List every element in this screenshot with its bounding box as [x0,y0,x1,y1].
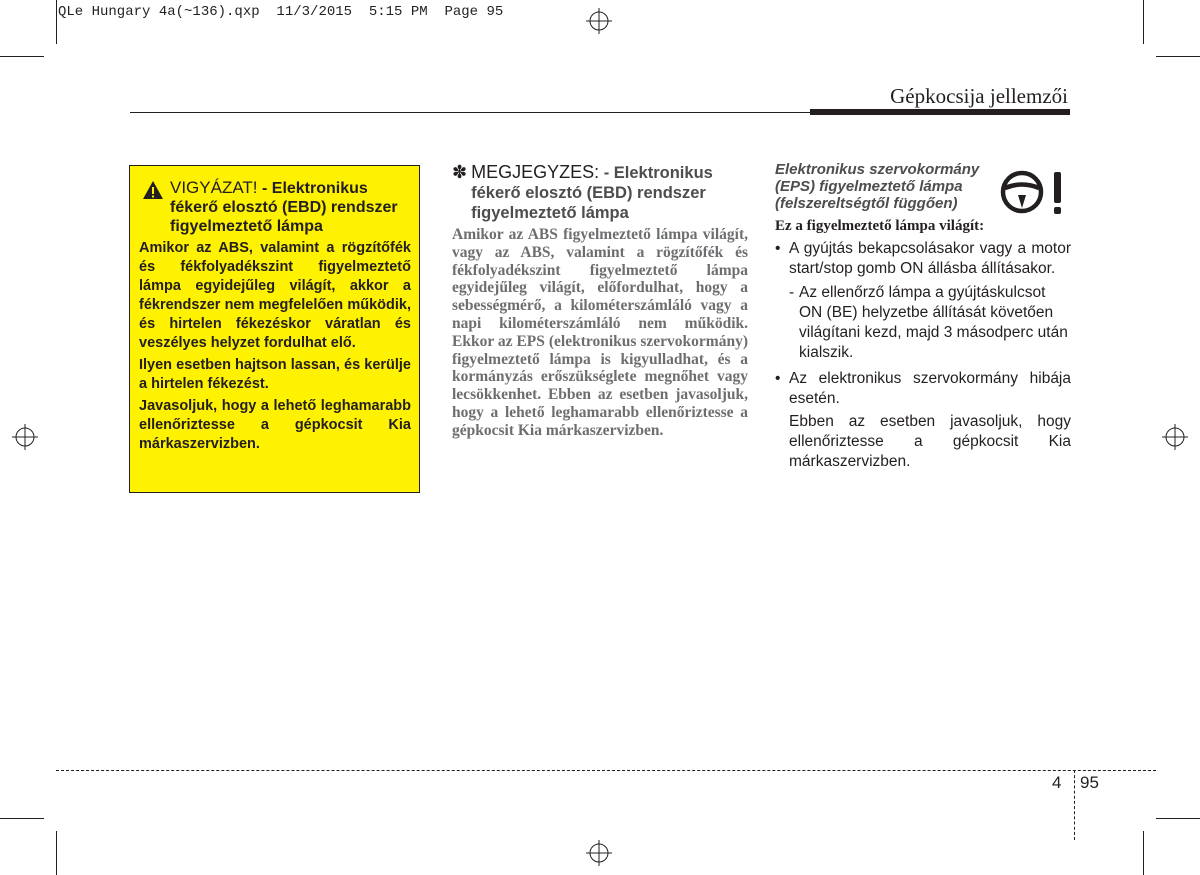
warning-triangle-icon [142,180,164,200]
crop-mark [56,831,57,875]
bullet-icon: • [775,370,781,387]
registration-mark-icon [586,8,612,34]
crop-mark [1156,56,1200,57]
dash-icon: - [789,284,795,301]
note-block [452,162,748,440]
eps-title: Elektronikus szervokormány (EPS) figyelmeztető lámpa (felszereltségtől függően) [775,161,980,212]
eps-section [775,161,1071,472]
list-item-followup: Ebben az esetben javasoljuk, hogy ellenőriztesse a gépkocsit Kia márkaszervizben. [789,413,1071,470]
list-item-text: A gyújtás bekapcsolásakor vagy a motor start/stop gomb ON állásba állításakor. [789,240,1071,277]
crop-mark [1156,818,1200,819]
crop-mark [1143,831,1144,875]
sub-list-item-text: Az ellenőrző lámpa a gyújtáskulcsot ON (BE) helyzetbe állítását követően világítani kezd, majd 3 másodperc után kialszik. [799,284,1068,361]
sub-list-item [775,283,1071,363]
crop-mark [0,818,44,819]
warning-paragraph: Ilyen esetben hajtson lassan, és kerülje a hirtelen fékezést. [139,357,411,392]
note-heading [452,162,748,223]
list-item [775,369,1071,409]
print-slug: QLe Hungary 4a(~136).qxp 11/3/2015 5:15 PM Page 95 [58,4,504,20]
crop-mark [0,56,44,57]
list-item-text: Az elektronikus szervokormány hibája esetén. [789,370,1071,407]
crop-mark [56,0,57,44]
crop-mark [1143,0,1144,44]
warning-box [129,165,420,493]
lamp-caption: Ez a figyelmeztető lámpa világít: [775,218,985,234]
warning-paragraph: Javasoljuk, hogy a lehető leghamarabb ellenőriztesse a gépkocsit Kia márkaszervizben. [139,398,411,452]
page-number: 95 [1080,773,1099,792]
footer-rule [56,770,1156,771]
bullet-icon: • [775,240,781,257]
warning-heading [139,178,411,236]
warning-paragraph: Amikor az ABS, valamint a rögzítőfék és fékfolyadékszint figyelmeztető lámpa egyidejűleg világít, akkor a fékrendszer nem megfelelően működik, és hirtelen fékezéskor váratlan és veszélyes helyzet fordulhat elő. [139,240,411,351]
running-head: Gépkocsija jellemzői [890,84,1068,108]
warning-title-text: - Elektronikus fékerő elosztó (EBD) rendszer figyelmeztető lámpa [170,180,398,235]
registration-mark-icon [12,424,38,450]
footer-divider [1074,770,1075,840]
condition-list [775,239,1071,472]
warning-label: VIGYÁZAT! [170,178,258,197]
registration-mark-icon [1162,424,1188,450]
header-rule-accent [810,109,1070,115]
registration-mark-icon [586,840,612,866]
chapter-number: 4 [1052,773,1062,792]
note-title [471,162,748,223]
note-title-text: - Elektronikus fékerő elosztó (EBD) rendszer figyelmeztető lámpa [471,164,713,222]
note-label: MEGJEGYZES: [471,162,600,182]
note-star-icon: ✽ [452,162,468,182]
warning-title [170,178,411,236]
list-item [775,239,1071,279]
note-body: Amikor az ABS figyelmeztető lámpa világít, vagy az ABS, valamint a rögzítőfék és fékfolyadékszint figyelmeztető lámpa egyidejűleg világít, előfordulhat, hogy a sebességmérő, a kilométerszámláló vagy a napi kilométerszámláló nem működik. Ekkor az EPS (elektronikus szervokormány) figyelmeztető lámpa is kigyulladhat, és a kormányzás erőszükséglete megnőhet vagy lecsökkenhet. Ebben az esetben javasoljuk, hogy a lehető leghamarabb ellenőriztesse a gépkocsit Kia márkaszervizben. [452,226,748,439]
